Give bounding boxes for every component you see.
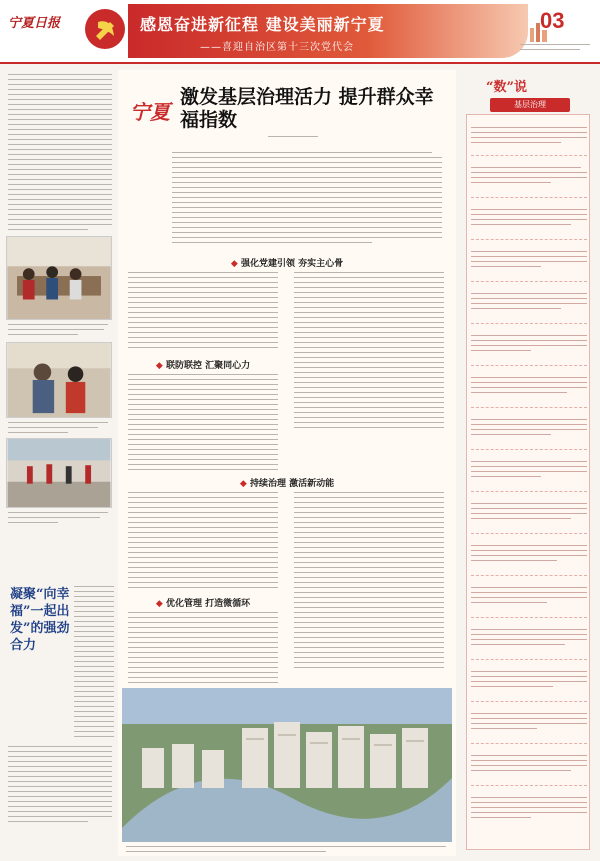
banner-title: 感恩奋进新征程 建设美丽新宁夏	[140, 15, 385, 34]
photo-caption-3	[8, 512, 112, 527]
left-column	[4, 70, 116, 856]
subhead-1-text: 强化党建引领 夯实主心骨	[240, 259, 344, 269]
sidebar-entry	[471, 541, 587, 561]
aerial-photo-caption	[126, 846, 446, 856]
section-2-body	[128, 374, 278, 474]
sidebar-entry	[471, 751, 587, 771]
subhead-3-text: 持续治理 激活新动能	[249, 479, 335, 489]
sidebar-entry	[471, 709, 587, 729]
sidebar-divider	[471, 323, 587, 324]
sidebar-box	[466, 114, 590, 850]
commentary-body-right	[74, 586, 114, 741]
party-emblem-icon	[84, 8, 126, 50]
sidebar-divider	[471, 617, 587, 618]
sidebar-entry	[471, 415, 587, 435]
sidebar-divider	[471, 239, 587, 240]
left-top-body	[8, 74, 114, 234]
sidebar-entry	[471, 123, 587, 143]
article-headline: 激发基层治理活力 提升群众幸福指数	[180, 86, 434, 131]
page-number: 03	[540, 8, 565, 33]
section-4-body	[128, 612, 278, 687]
sidebar-divider	[471, 197, 587, 198]
sidebar-entry	[471, 289, 587, 309]
subhead-4-text: 优化管理 打造微循环	[165, 599, 251, 609]
commentary-title: 凝聚“向幸福”一起出发”的强劲合力	[10, 587, 70, 653]
sidebar-entry	[471, 793, 587, 818]
sidebar-tab: 基层治理	[490, 98, 570, 112]
aerial-city-photo	[122, 688, 452, 842]
subhead-2-text: 联防联控 汇聚同心力	[165, 361, 251, 371]
sidebar-entry	[471, 373, 587, 393]
sidebar-entry	[471, 457, 587, 477]
article-kicker: 宁夏	[130, 100, 170, 124]
subhead-1: ◆ 强化党建引领 夯实主心骨	[230, 259, 344, 269]
newspaper-logo: 宁夏日报	[8, 16, 61, 31]
sidebar-divider	[471, 281, 587, 282]
sidebar-divider	[471, 407, 587, 408]
sidebar-entry	[471, 499, 587, 519]
sidebar-divider	[471, 365, 587, 366]
sidebar-entry	[471, 163, 587, 183]
sidebar-divider	[471, 533, 587, 534]
sidebar-title: “数”说	[486, 80, 527, 95]
sidebar-entry	[471, 625, 587, 645]
sidebar-entry	[471, 667, 587, 687]
masthead-rule	[0, 62, 600, 64]
sidebar-entry	[471, 205, 587, 225]
sidebar-divider	[471, 449, 587, 450]
subhead-3: ◆ 持续治理 激活新动能	[239, 479, 335, 489]
section-1-body-right	[294, 272, 444, 432]
subhead-4: ◆ 优化管理 打造微循环	[155, 599, 251, 609]
photo-volunteer-visit	[6, 342, 112, 418]
section-3-body-right	[294, 492, 444, 672]
theme-banner	[128, 4, 528, 58]
photo-community-meeting	[6, 236, 112, 320]
section-3-body-left	[128, 492, 278, 592]
main-article	[118, 70, 456, 856]
sidebar-divider	[471, 743, 587, 744]
article-lead	[172, 152, 444, 247]
sidebar-divider	[471, 575, 587, 576]
sidebar-entry	[471, 331, 587, 351]
section-1-body-left	[128, 272, 278, 352]
sidebar-entry	[471, 247, 587, 267]
commentary-body	[8, 746, 114, 826]
photo-street-activity	[6, 438, 112, 508]
subhead-2: ◆ 联防联控 汇聚同心力	[155, 361, 251, 371]
sidebar-divider	[471, 701, 587, 702]
banner-subtitle: ——喜迎自治区第十三次党代会	[200, 42, 354, 53]
photo-caption-2	[8, 422, 112, 437]
sidebar-divider	[471, 659, 587, 660]
photo-caption-1	[8, 324, 112, 339]
data-sidebar	[460, 70, 596, 856]
sidebar-divider	[471, 491, 587, 492]
masthead	[0, 0, 600, 62]
sidebar-divider	[471, 155, 587, 156]
sidebar-entry	[471, 583, 587, 603]
sidebar-divider	[471, 785, 587, 786]
